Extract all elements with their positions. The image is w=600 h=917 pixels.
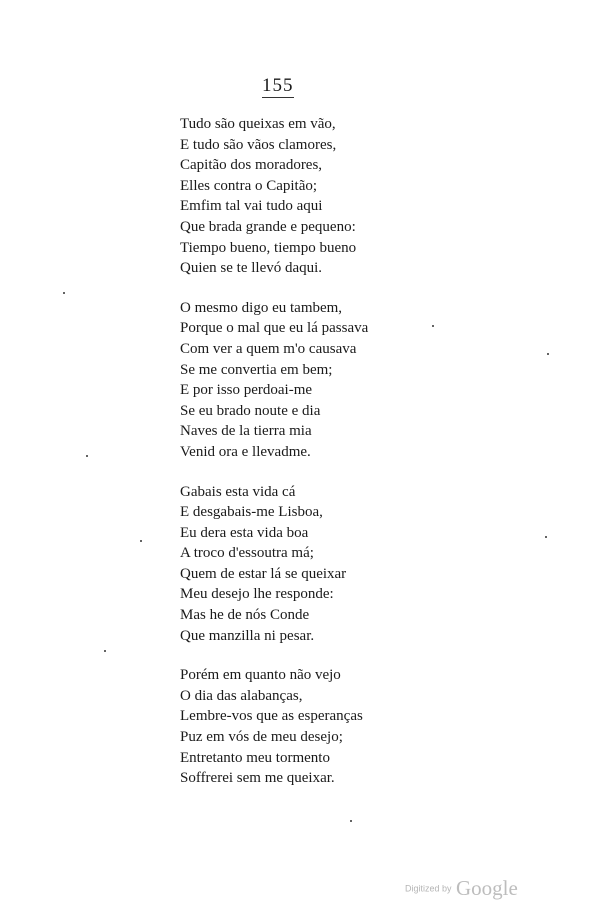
poem-line: E tudo são vãos clamores, (180, 136, 337, 153)
poem-line: Emfim tal vai tudo aqui (180, 198, 323, 215)
poem-line: Se me convertia em bem; (180, 361, 333, 378)
poem-line: Porém em quanto não vejo (180, 667, 341, 684)
poem-line: O mesmo digo eu tambem, (180, 299, 343, 316)
poem-line: Porque o mal que eu lá passava (180, 320, 369, 337)
poem-line: Capitão dos moradores, (180, 157, 323, 174)
poem-line: Elles contra o Capitão; (180, 177, 318, 194)
scan-speck (86, 455, 88, 457)
scan-speck (547, 353, 549, 355)
stanza-1 (180, 114, 520, 279)
digitized-watermark (405, 876, 518, 901)
poem-line: Que brada grande e pequeno: (180, 218, 356, 235)
poem-line: Que manzilla ni pesar. (180, 627, 315, 644)
stanza-4 (180, 665, 520, 789)
scan-speck (432, 325, 434, 327)
poem-line: Venid ora e llevadme. (180, 443, 311, 460)
poem-line: Lembre-vos que as esperanças (180, 708, 363, 725)
scan-speck (350, 820, 352, 822)
poem-line: Entretanto meu tormento (180, 749, 330, 766)
stanza-3 (180, 482, 520, 647)
poem-line: Quien se te llevó daqui. (180, 260, 323, 277)
poem-line: E desgabais-me Lisboa, (180, 504, 323, 521)
poem-line: Quem de estar lá se queixar (180, 565, 347, 582)
poem-line: Tudo são queixas em vão, (180, 116, 336, 132)
poem-line: Se eu brado noute e dia (180, 402, 321, 419)
poem-line: A troco d'essoutra má; (180, 545, 314, 562)
poem-line: O dia das alabanças, (180, 687, 303, 704)
poem-line: Gabais esta vida cá (180, 483, 296, 500)
scan-speck (545, 536, 547, 538)
poem-line: Soffrerei sem me queixar. (180, 770, 335, 787)
poem-line: Com ver a quem m'o causava (180, 340, 357, 357)
poem-line: Naves de la tierra mia (180, 423, 312, 440)
page-number: 155 (262, 75, 294, 96)
poem-line: Tiempo bueno, tiempo bueno (180, 239, 357, 256)
poem-line: Mas he de nós Conde (180, 607, 310, 624)
scan-speck (104, 650, 106, 652)
poem-body (180, 114, 520, 789)
scan-speck (63, 292, 65, 294)
poem-line: E por isso perdoai-me (180, 382, 313, 399)
poem-line: Puz em vós de meu desejo; (180, 729, 343, 746)
google-logo: Google (455, 876, 518, 900)
scan-speck (140, 540, 142, 542)
watermark-prefix: Digitized by (405, 883, 452, 894)
poem-line: Meu desejo lhe responde: (180, 586, 334, 603)
poem-line: Eu dera esta vida boa (180, 524, 309, 541)
stanza-2 (180, 298, 520, 463)
